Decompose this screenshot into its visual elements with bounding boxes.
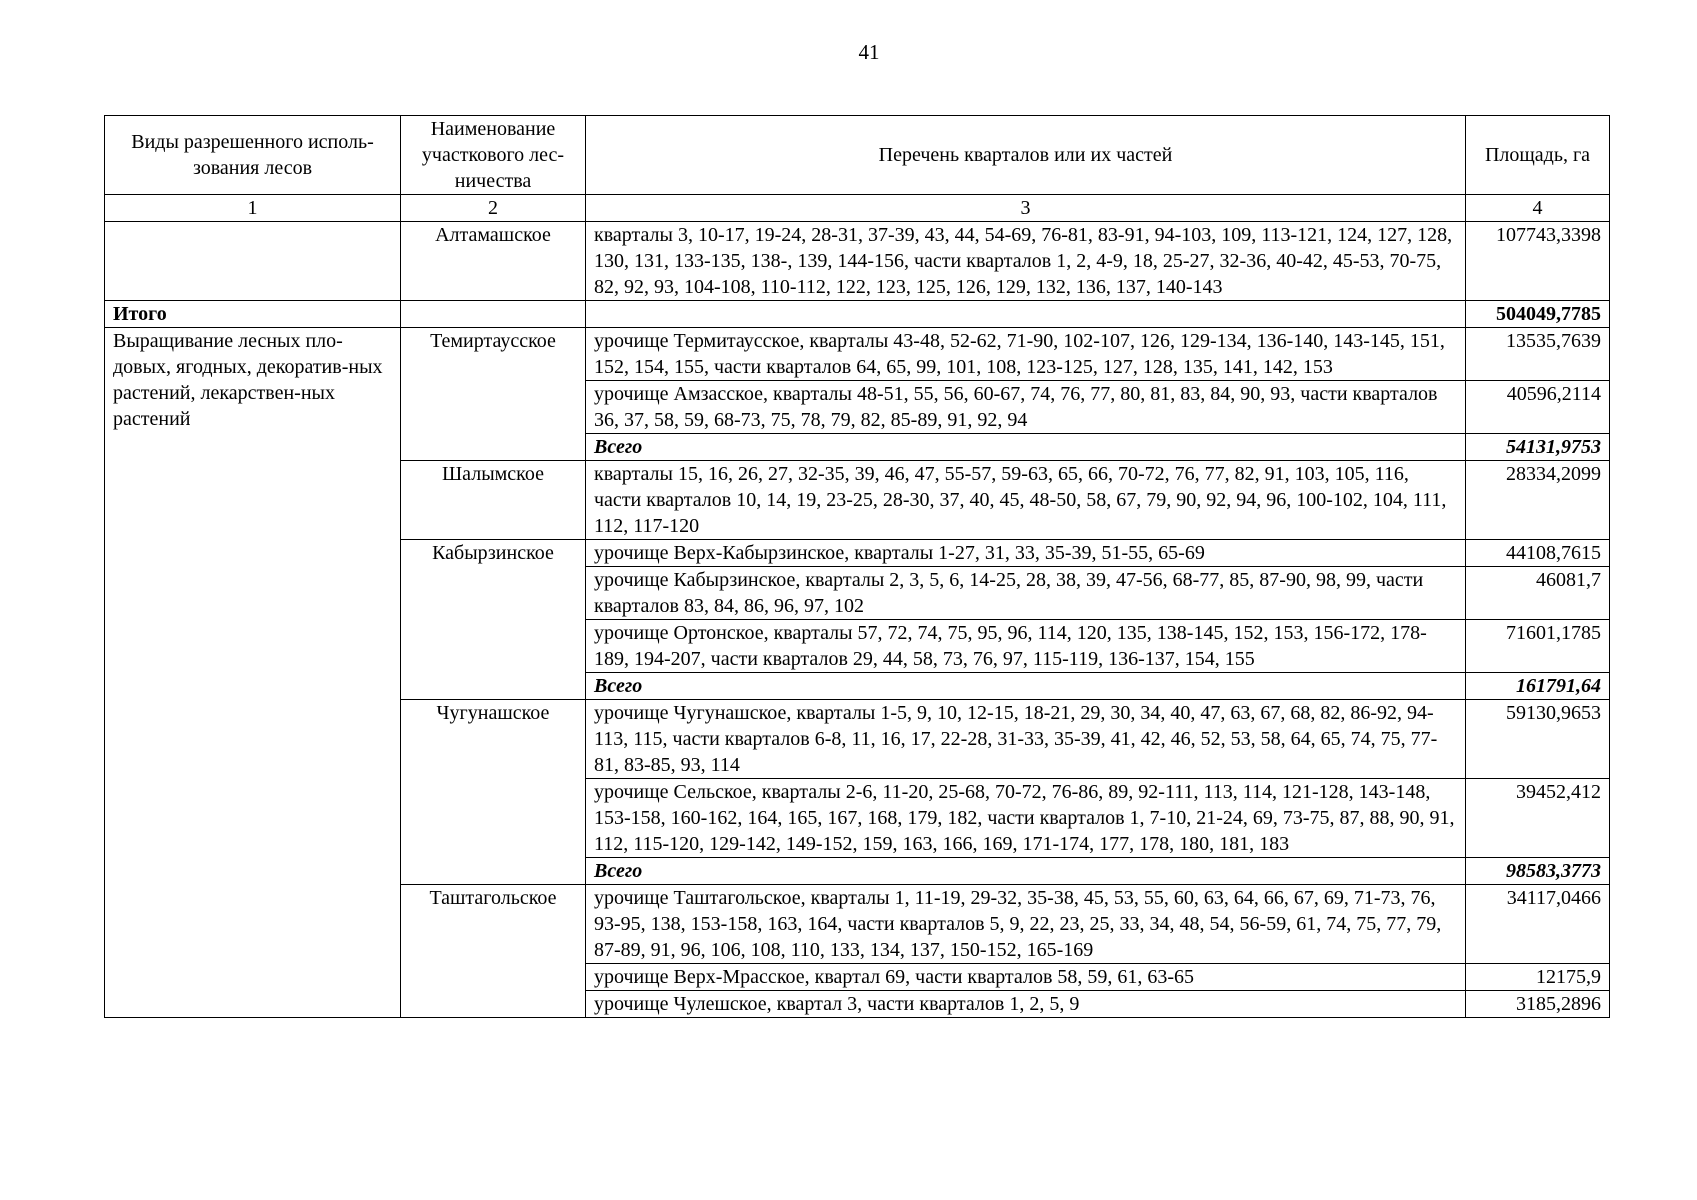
subtotal-label: Всего	[586, 434, 1466, 461]
quarters-cell: кварталы 3, 10-17, 19-24, 28-31, 37-39, 43, 44, 54-69, 76-81, 83-91, 94-103, 109, 113-121, 124, 127, 128, 130, 131, 133-135, 138-, 139, 144-156, части кварталов 1, 2, 4-9, 18, 25-27, 32-36, 40-42, 45-53, 70-75, 82, 92, 93, 104-108, 110-112, 122, 123, 125, 126, 129, 132, 136, 137, 140-143	[586, 222, 1466, 301]
forestry-cell: Кабырзинское	[401, 540, 586, 700]
header-quarters-list: Перечень кварталов или их частей	[586, 116, 1466, 195]
use-type-cell: Выращивание лесных пло-довых, ягодных, декоратив-ных растений, лекарствен-ных растений	[105, 328, 401, 1018]
table-header-row	[105, 116, 1610, 195]
subtotal-area: 98583,3773	[1466, 858, 1610, 885]
quarters-cell: урочище Таштагольское, кварталы 1, 11-19, 29-32, 35-38, 45, 53, 55, 60, 63, 64, 66, 67, 69, 71-73, 76, 93-95, 138, 153-158, 163, 164, части кварталов 5, 9, 22, 23, 25, 33, 34, 48, 54, 56-59, 61, 74, 75, 77, 79, 87-89, 91, 96, 106, 108, 110, 133, 134, 137, 150-152, 165-169	[586, 885, 1466, 964]
quarters-cell: урочище Амзасское, кварталы 48-51, 55, 56, 60-67, 74, 76, 77, 80, 81, 83, 84, 90, 93, части кварталов 36, 37, 58, 59, 68-73, 75, 78, 79, 82, 85-89, 91, 92, 94	[586, 381, 1466, 434]
header-area: Площадь, га	[1466, 116, 1610, 195]
header-forestry: Наименование участкового лес-ничества	[401, 116, 586, 195]
forestry-cell: Алтамашское	[401, 222, 586, 301]
forestry-cell: Темиртаусское	[401, 328, 586, 461]
quarters-cell: урочище Кабырзинское, кварталы 2, 3, 5, 6, 14-25, 28, 38, 39, 47-56, 68-77, 85, 87-90, 98, 99, части кварталов 83, 84, 86, 96, 97, 102	[586, 567, 1466, 620]
area-cell: 39452,412	[1466, 779, 1610, 858]
column-number-1: 1	[105, 195, 401, 222]
area-cell: 46081,7	[1466, 567, 1610, 620]
forestry-cell: Чугунашское	[401, 700, 586, 885]
quarters-cell: урочище Термитаусское, кварталы 43-48, 52-62, 71-90, 102-107, 126, 129-134, 136-140, 143-145, 151, 152, 154, 155, части кварталов 64, 65, 99, 101, 108, 123-125, 127, 128, 135, 141, 142, 153	[586, 328, 1466, 381]
page-number: 41	[858, 40, 880, 64]
subtotal-area: 54131,9753	[1466, 434, 1610, 461]
quarters-cell	[586, 301, 1466, 328]
area-cell: 12175,9	[1466, 964, 1610, 991]
total-area: 504049,7785	[1466, 301, 1610, 328]
total-row	[105, 301, 1610, 328]
total-label: Итого	[105, 301, 401, 328]
column-number-2: 2	[401, 195, 586, 222]
forestry-cell: Шалымское	[401, 461, 586, 540]
table-row	[105, 222, 1610, 301]
area-cell: 59130,9653	[1466, 700, 1610, 779]
quarters-cell: урочище Ортонское, кварталы 57, 72, 74, 75, 95, 96, 114, 120, 135, 138-145, 152, 153, 156-172, 178-189, 194-207, части кварталов 29, 44, 58, 73, 76, 97, 115-119, 136-137, 154, 155	[586, 620, 1466, 673]
quarters-cell: кварталы 15, 16, 26, 27, 32-35, 39, 46, 47, 55-57, 59-63, 65, 66, 70-72, 76, 77, 82, 91, 103, 105, 116, части кварталов 10, 14, 19, 23-25, 28-30, 37, 40, 45, 48-50, 58, 67, 79, 90, 92, 94, 96, 100-102, 104, 111, 112, 117-120	[586, 461, 1466, 540]
forestry-cell	[401, 301, 586, 328]
subtotal-label: Всего	[586, 673, 1466, 700]
area-cell: 28334,2099	[1466, 461, 1610, 540]
area-cell: 3185,2896	[1466, 991, 1610, 1018]
table-row	[105, 328, 1610, 381]
forestry-cell: Таштагольское	[401, 885, 586, 1018]
use-type-cell	[105, 222, 401, 301]
column-number-3: 3	[586, 195, 1466, 222]
area-cell: 107743,3398	[1466, 222, 1610, 301]
quarters-cell: урочище Чугунашское, кварталы 1-5, 9, 10, 12-15, 18-21, 29, 30, 34, 40, 47, 63, 67, 68, 82, 86-92, 94-113, 115, части кварталов 6-8, 11, 16, 17, 22-28, 31-33, 35-39, 41, 42, 46, 52, 53, 58, 64, 65, 74, 75, 77-81, 83-85, 93, 114	[586, 700, 1466, 779]
subtotal-area: 161791,64	[1466, 673, 1610, 700]
area-cell: 71601,1785	[1466, 620, 1610, 673]
area-cell: 13535,7639	[1466, 328, 1610, 381]
area-cell: 44108,7615	[1466, 540, 1610, 567]
quarters-cell: урочище Верх-Мрасское, квартал 69, части кварталов 58, 59, 61, 63-65	[586, 964, 1466, 991]
header-use-type: Виды разрешенного исполь-зования лесов	[105, 116, 401, 195]
column-number-4: 4	[1466, 195, 1610, 222]
column-numbers-row	[105, 195, 1610, 222]
subtotal-label: Всего	[586, 858, 1466, 885]
area-cell: 34117,0466	[1466, 885, 1610, 964]
area-cell: 40596,2114	[1466, 381, 1610, 434]
quarters-cell: урочище Верх-Кабырзинское, кварталы 1-27, 31, 33, 35-39, 51-55, 65-69	[586, 540, 1466, 567]
forest-use-table	[104, 115, 1610, 1018]
quarters-cell: урочище Сельское, кварталы 2-6, 11-20, 25-68, 70-72, 76-86, 89, 92-111, 113, 114, 121-128, 143-148, 153-158, 160-162, 164, 165, 167, 168, 179, 182, части кварталов 1, 7-10, 21-24, 69, 73-75, 87, 88, 90, 91, 112, 115-120, 129-142, 149-152, 159, 163, 166, 169, 171-174, 177, 178, 180, 181, 183	[586, 779, 1466, 858]
quarters-cell: урочище Чулешское, квартал 3, части кварталов 1, 2, 5, 9	[586, 991, 1466, 1018]
